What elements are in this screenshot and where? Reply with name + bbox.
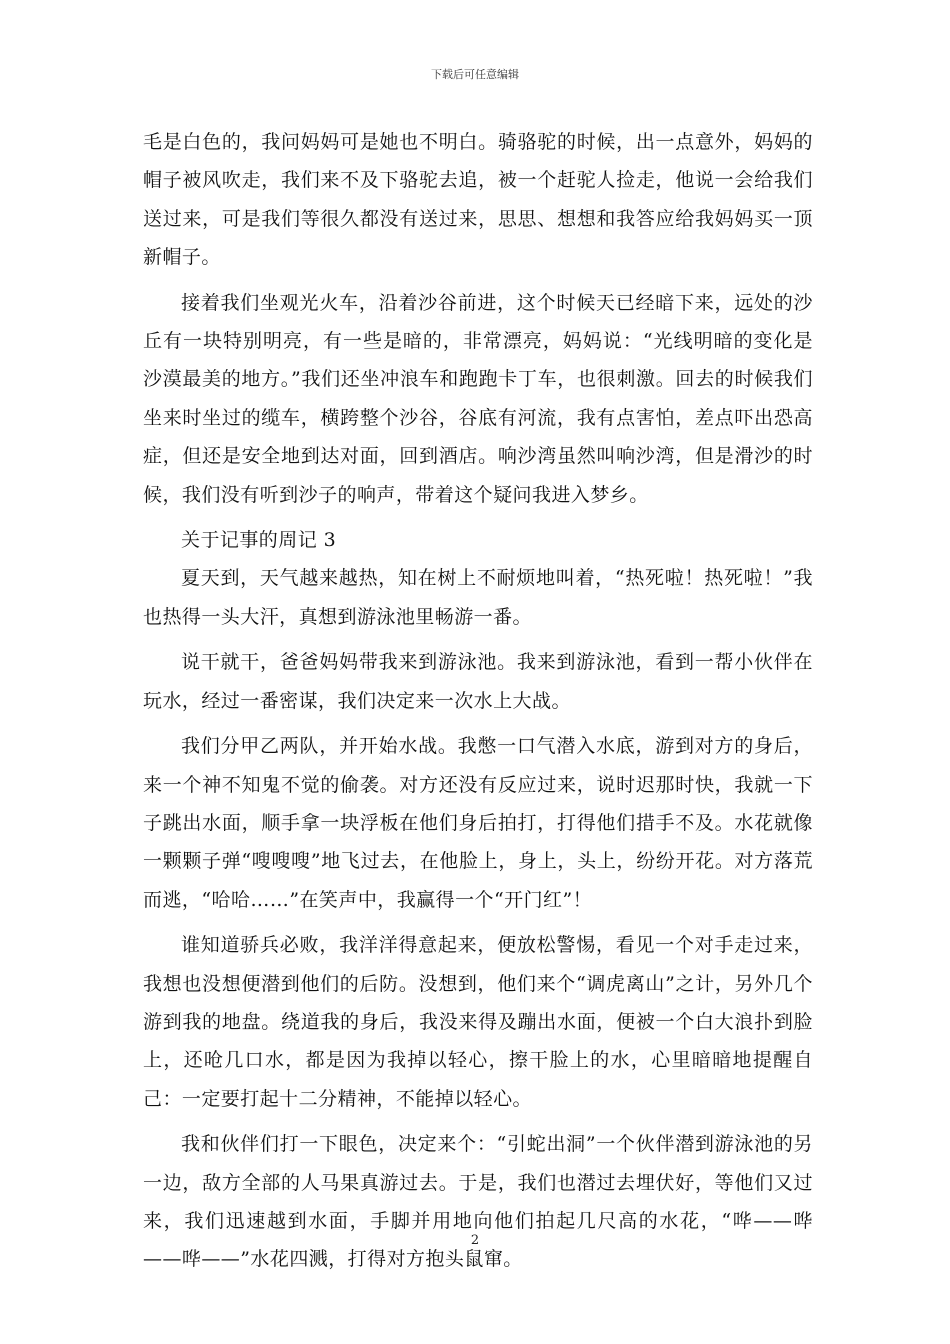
paragraph: 接着我们坐观光火车，沿着沙谷前进，这个时候天已经暗下来，远处的沙丘有一块特别明亮，有一些是暗的，非常漂亮，妈妈说：“光线明暗的变化是沙漠最美的地方。”我们还坐冲浪车和跑跑卡丁车，也很刺激。回去的时候我们坐来时坐过的缆车，横跨整个沙谷，谷底有河流，我有点害怕，差点吓出恐高症，但还是安全地到达对面，回到酒店。响沙湾虽然叫响沙湾，但是滑沙的时候，我们没有听到沙子的响声，带着这个疑问我进入梦乡。 [143, 291, 813, 506]
paragraph: 夏天到，天气越来越热，知在树上不耐烦地叫着，“热死啦！热死啦！”我也热得一头大汗，真想到游泳池里畅游一番。 [143, 567, 813, 628]
paragraph: 我和伙伴们打一下眼色，决定来个：“引蛇出洞”一个伙伴潜到游泳池的另一边，敌方全部的人马果真游过去。于是，我们也潜过去埋伏好，等他们又过来，我们迅速越到水面，手脚并用地向他们拍起几尺高的水花，“哗——哗——哗——”水花四溅，打得对方抱头鼠窜。 [143, 1133, 813, 1271]
section-heading: 关于记事的周记 3 [181, 529, 337, 552]
paragraph: 说干就干，爸爸妈妈带我来到游泳池。我来到游泳池，看到一帮小伙伴在玩水，经过一番密谋，我们决定来一次水上大战。 [143, 651, 813, 712]
page-header: 下载后可任意编辑 [431, 68, 519, 81]
paragraph-continuation: 毛是白色的，我问妈妈可是她也不明白。骑骆驼的时候，出一点意外，妈妈的帽子被风吹走，我们来不及下骆驼去追，被一个赶驼人捡走，他说一会给我们送过来，可是我们等很久都没有送过来，思思、想想和我答应给我妈妈买一顶新帽子。 [143, 131, 813, 269]
paragraph: 谁知道骄兵必败，我洋洋得意起来，便放松警惕，看见一个对手走过来，我想也没想便潜到他们的后防。没想到，他们来个“调虎离山”之计，另外几个游到我的地盘。绕道我的身后，我没来得及蹦出水面，便被一个白大浪扑到脸上，还呛几口水，都是因为我掉以轻心，擦干脸上的水，心里暗暗地提醒自己：一定要打起十二分精神，不能掉以轻心。 [143, 934, 813, 1110]
page-number: 2 [470, 1233, 480, 1248]
document-body [143, 123, 813, 1286]
paragraph: 我们分甲乙两队，并开始水战。我憋一口气潜入水底，游到对方的身后，来一个神不知鬼不觉的偷袭。对方还没有反应过来，说时迟那时快，我就一下子跳出水面，顺手拿一块浮板在他们身后拍打，打得他们措手不及。水花就像一颗颗子弹“嗖嗖嗖”地飞过去，在他脸上，身上，头上，纷纷开花。对方落荒而逃，“哈哈……”在笑声中，我赢得一个“开门红”！ [143, 735, 813, 911]
